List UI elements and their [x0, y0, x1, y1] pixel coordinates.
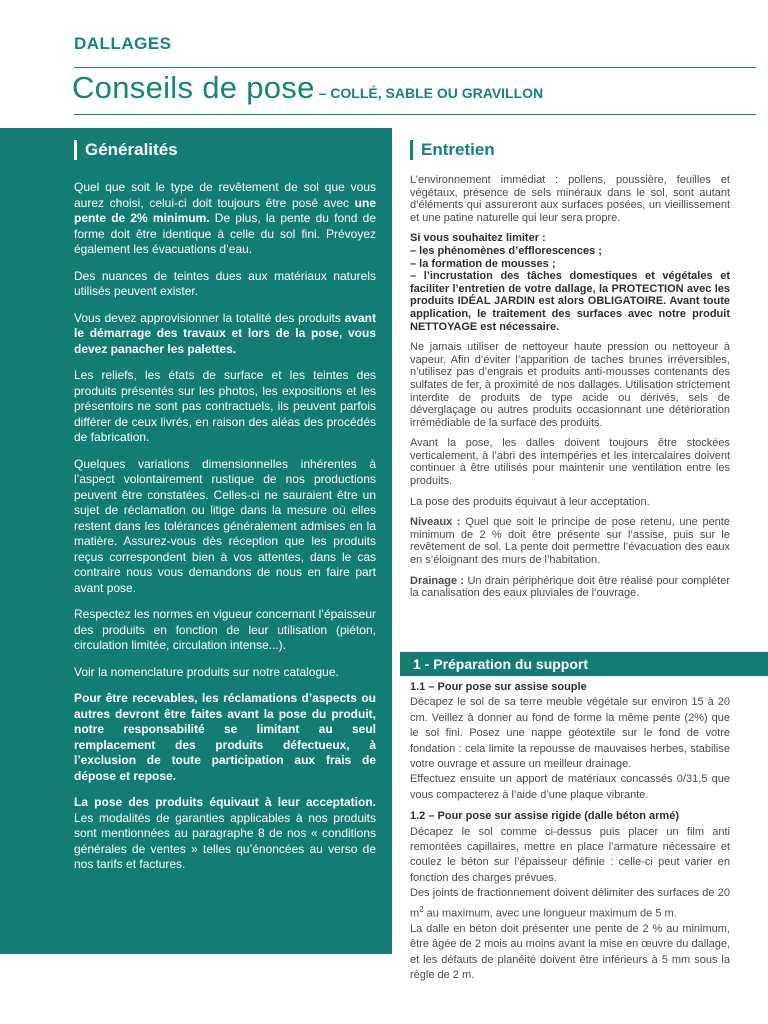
- header-rule-top: [74, 67, 756, 68]
- entretien-limit-list: [410, 232, 730, 333]
- text-bold: une pente de 2% minimum.: [74, 195, 376, 225]
- subsection-paragraph: [410, 886, 730, 921]
- section-label: DALLAGES: [74, 34, 172, 53]
- title-line: [72, 70, 543, 106]
- generalites-paragraph: [74, 691, 376, 784]
- preparation-band: 1 - Préparation du support: [400, 652, 768, 676]
- page-title: Conseils de pose: [72, 70, 315, 105]
- text-bold: Pour être recevables, les réclamations d’aspects ou autres devront être faites avant la pose du produit, notre responsabilité se limitant au seul remplacement des produits défectueux, à l’exclusion de toute participation aux frais de dépose et repose.: [74, 691, 376, 783]
- limit-line: Si vous souhaitez limiter :: [410, 232, 546, 245]
- text-bold: avant le démarrage des travaux et lors de la pose, vous devez panacher les palettes.: [74, 310, 376, 356]
- text-bold: Niveaux :: [410, 516, 461, 529]
- generalites-panel: [0, 128, 392, 954]
- entretien-heading: [410, 140, 730, 160]
- subsection-paragraph: Décapez le sol comme ci-dessus puis placer un film anti remontées capillaires, mettre en place l’armature nécessaire et coulez le béton sur l’épaisseur définie : celle-ci peut varier en fonction des charges prévues.: [410, 825, 730, 884]
- entretien-paragraph: Ne jamais utiliser de nettoyeur haute pression ou nettoyeur à vapeur. Afin d’éviter l’apparition de taches brunes irréversibles, n’utilisez pas d’engrais et produits anti-mousses contenants des sulfates de fer, à proximité de nos dallages. Utilisation strictement interdite de produits de type acide ou dérivés, sels de déverglaçage ou autres produits occasionnant une détérioration irrémédiable de la surface des produits.: [410, 341, 730, 429]
- text-run: Des joints de fractionnement doivent délimiter des surfaces de 20 m: [410, 887, 730, 920]
- entretien-heading-text: Entretien: [421, 139, 495, 159]
- entretien-section: [410, 140, 730, 608]
- subsection-title: 1.2 – Pour pose sur assise rigide (dalle béton armé): [410, 810, 679, 823]
- page-header: [72, 34, 756, 105]
- text-bold: Drainage :: [410, 574, 465, 587]
- generalites-paragraph: [74, 795, 376, 873]
- entretien-paragraph: Avant la pose, les dalles doivent toujours être stockées verticalement, à l’abri des intempéries et les intercalaires doivent continuer à être utilisés pour maintenir une ventilation entre les produits.: [410, 437, 730, 488]
- limit-line: – la formation de mousses ;: [410, 257, 556, 270]
- entretien-paragraph: L’environnement immédiat : pollens, poussière, feuilles et végétaux, présence de sels minéraux dans le sol, sont autant d’éléments qui assureront aux surfaces posées, un vieillissement et une patine naturelle qui leur sera propre.: [410, 174, 730, 224]
- generalites-paragraph: Les reliefs, les états de surface et les teintes des produits présentés sur les photos, les expositions et les présentoirs ne sont pas contractuels, ils peuvent parfois différer de ceux livrés, en raison des aléas des procédés de fabrication.: [74, 368, 376, 444]
- limit-line: – l’incrustation des tâches domestiques et végétales et faciliter l’entretien de votre dallage, la PROTECTION avec les produits IDÉAL JARDIN est alors OBLIGATOIRE. Avant toute application, le traitement des surfaces avec notre produit NETTOYAGE est nécessaire.: [410, 270, 730, 333]
- superscript: 2: [419, 904, 424, 914]
- heading-bar: [410, 140, 413, 160]
- text-run: Quel que soit le principe de pose retenu, une pente minimum de 2 % doit être présente sur l’assise, puis sur le revêtement de sol. La pente doit permettre l’évacuation des eaux en s’éloignant des murs de l’habitation.: [410, 516, 730, 567]
- drainage-paragraph: [410, 575, 730, 600]
- subsection-paragraph: Effectuez ensuite un apport de matériaux concassés 0/31,5 que vous compacterez à l’aide d’une plaque vibrante.: [410, 773, 730, 801]
- preparation-section: [410, 680, 730, 983]
- entretien-paragraph: La pose des produits équivaut à leur acceptation.: [410, 495, 650, 508]
- subsection-paragraph: Décapez le sol de sa terre meuble végétale sur environ 15 à 20 cm. Veillez à donner au fond de forme la même pente (2%) que le sol fini. Posez une nappe géotextile sur le fond de votre fondation : cela limite la repousse de mauvaises herbes, stabilise votre ouvrage et assure un meilleur drainage.: [410, 696, 730, 771]
- generalites-heading-text: Généralités: [85, 140, 178, 160]
- generalites-heading: [74, 140, 376, 160]
- text-run: Vous devez approvisionner la totalité des produits: [74, 310, 345, 325]
- text-bold: La pose des produits équivaut à leur acceptation.: [74, 795, 376, 809]
- text-run: Les modalités de garanties applicables à nos produits sont mentionnées au paragraphe 8 de nos « conditions générales de ventes » telles qu’énoncées au verso de nos tarifs et factures.: [74, 810, 376, 871]
- header-rule-bottom: [74, 114, 756, 115]
- text-run: De plus, la pente du fond de forme doit être identique à celle du sol fini. Prévoyez également les évacuations d’eau.: [74, 211, 376, 256]
- generalites-paragraph: Quelques variations dimensionnelles inhérentes à l’aspect volontairement rustique de nos productions peuvent être constatées. Celles-ci ne sauraient être un sujet de réclamation ou litige dans la mesure où elles restent dans les tolérances généralement admises en la matière. Assurez-vous dès réception que les produits reçus correspondent bien à vos attentes, dans le cas contraire nous vous demandons de nous en faire part avant pose.: [74, 456, 376, 595]
- text-run: Quel que soit le type de revêtement de sol que vous aurez choisi, celui-ci doit toujours être posé avec: [74, 180, 376, 210]
- subsection-title: 1.1 – Pour pose sur assise souple: [410, 681, 587, 693]
- text-run: Un drain périphérique doit être réalisé pour compléter la canalisation des eaux pluviales de l’ouvrage.: [410, 574, 730, 600]
- limit-line: – les phénomènes d’efflorescences ;: [410, 244, 602, 257]
- subsection-paragraph: La dalle en béton doit présenter une pente de 2 % au minimum, être âgée de 2 mois au moins avant la mise en œuvre du dallage, et les défauts de planéité doivent être inférieurs à 5 mm sous la règle de 2 m.: [410, 922, 730, 981]
- text-run: au maximum, avec une longueur maximum de 5 m.: [423, 907, 677, 920]
- generalites-paragraph: Respectez les normes en vigueur concernant l’épaisseur des produits en fonction de leur utilisation (piéton, circulation limitée, circulation intense...).: [74, 607, 376, 652]
- niveaux-paragraph: [410, 516, 730, 566]
- generalites-paragraph: Voir la nomenclature produits sur notre catalogue.: [74, 664, 339, 679]
- generalites-paragraph: Des nuances de teintes dues aux matériaux naturels utilisés peuvent exister.: [74, 268, 376, 298]
- generalites-paragraph: [74, 180, 376, 258]
- heading-bar: [74, 140, 77, 160]
- page-subtitle: – COLLÉ, SABLE OU GRAVILLON: [318, 85, 544, 101]
- generalites-content: [74, 140, 376, 884]
- generalites-paragraph: [74, 311, 376, 358]
